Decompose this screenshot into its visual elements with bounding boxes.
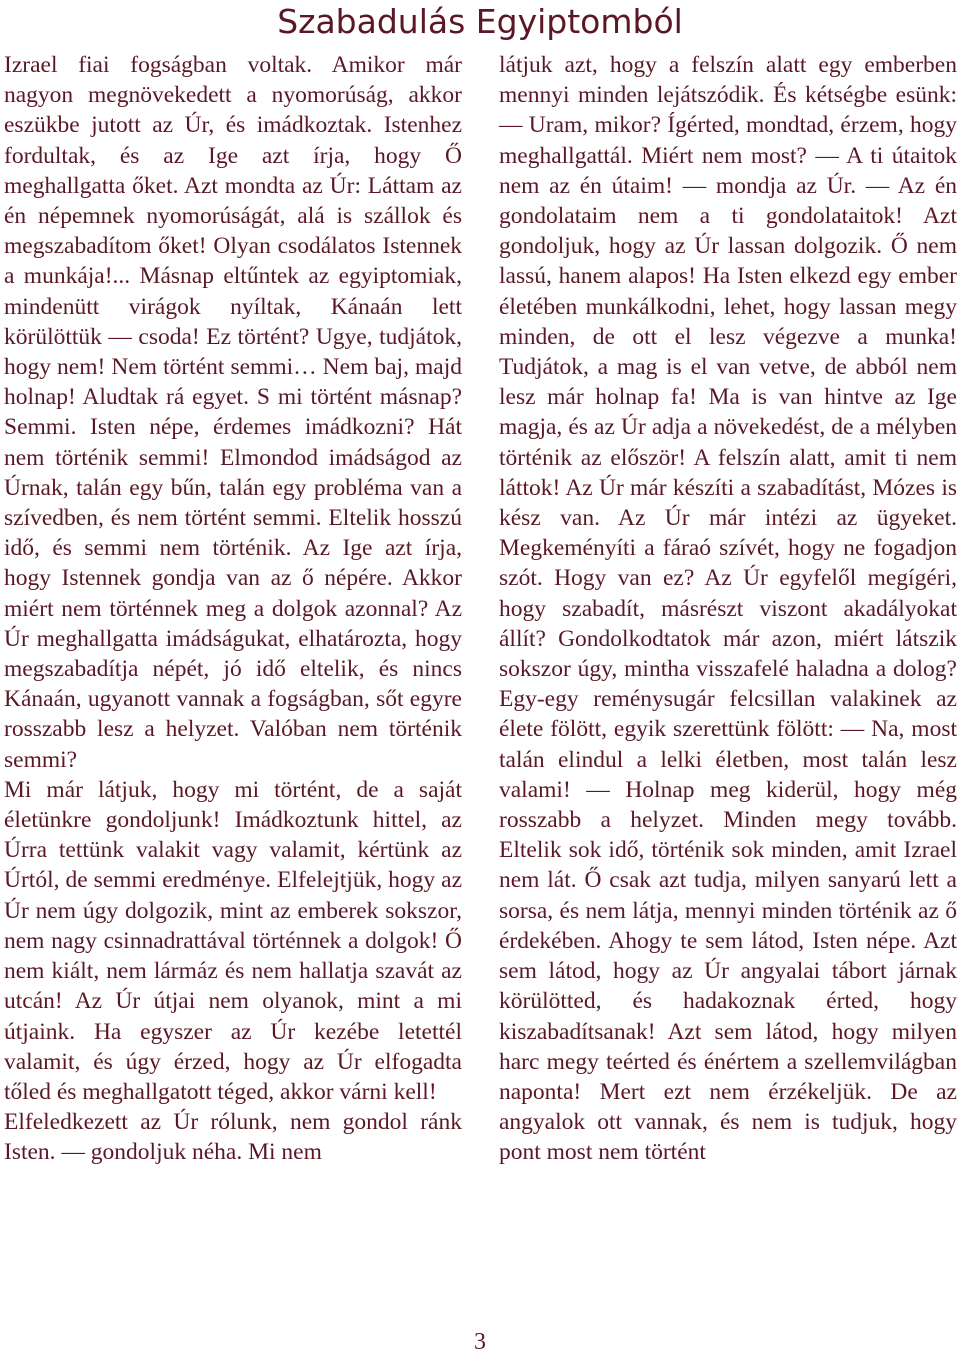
paragraph: Mi már látjuk, hogy mi történt, de a saját életünkre gondoljunk! Imádkoztunk hittel, az Úrra tettünk valakit vagy valamit, kértünk az Úrtól, de semmi eredménye. Elfelejtjük, hogy az Úr nem úgy dolgozik, mint az emberek sokszor, nem nagy csinnadrattával történnek a dolgok! Ő nem kiált, nem lármáz és nem hallatja szavát az utcán! Az Úr útjai nem olyanok, mint a mi útjaink. Ha egyszer az Úr kezébe letettél valamit, és úgy érzed, hogy az Úr elfogadta tőled és meghallgatott téged, akkor várni kell! bbox=[4, 776, 462, 1105]
right-column bbox=[499, 50, 957, 1168]
paragraph: látjuk azt, hogy a felszín alatt egy emberben mennyi minden lejátszódik. És kétségbe esünk: — Uram, mikor? Ígérted, mondtad, érzem, hogy meghallgattál. Miért nem most? — A ti útaitok nem az én útaim! — mondja az Úr. — Az én gondolataim nem a ti gondolataitok! Azt gondoljuk, hogy az Úr lassan dolgozik. Ő nem lassú, hanem alapos! Ha Isten elkezd egy ember életében munkálkodni, lehet, hogy lassan megy minden, de ott el lesz végezve a munka! Tudjátok, a mag is el van vetve, de abból nem lesz már holnap fa! Ma is van hintve az Ige magja, és az Úr adja a növekedést, de a mélyben történik az először! A felszín alatt, amit ti nem láttok! Az Úr már készíti a szabadítást, Mózes is kész van. Az Úr már intézi az ügyeket. Megkeményíti a fáraó szívét, hogy ne fogadjon szót. Hogy van ez? Az Úr egyfelől megígéri, hogy szabadít, másrészt viszont akadályokat állít? Gondolkodtatok már azon, miért látszik sokszor úgy, mintha visszafelé haladna a dolog? Egy-egy reménysugár felcsillan valakinek az élete fölött, egyik szerettünk fölött: — Na, most talán elindul a lelki életben, most talán lesz valami! — Holnap meg kiderül, hogy még rosszabb a helyzet. Minden megy tovább. Eltelik sok idő, történik sok minden, amit Izrael nem lát. Ő csak azt tudja, milyen sanyarú lett a sorsa, és nem látja, mennyi minden történik az ő érdekében. Ahogy te sem látod, Isten népe. Azt sem látod, hogy az Úr angyalai tábort járnak körülötted, és hadakoznak érted, hogy kiszabadítsanak! Azt sem látod, hogy milyen harc megy teérted és énértem a szellemvilágban naponta! Mert ezt nem érzékeljük. De az angyalok ott vannak, és nem is tudjuk, hogy pont most nem történt bbox=[499, 52, 957, 1166]
page-number: 3 bbox=[474, 1329, 486, 1355]
left-column bbox=[4, 50, 462, 1168]
paragraph: Izrael fiai fogságban voltak. Amikor már nagyon megnövekedett a nyomorúság, akkor eszükbe jutott az Úr, és imádkoztak. Istenhez fordultak, és az Ige azt írja, hogy Ő meghallgatta őket. Azt mondta az Úr: Láttam az én népemnek nyomorúságát, alá is szállok és megszabadítom őket! Olyan csodálatos Istennek a munkája!... Másnap eltűntek az egyiptomiak, mindenütt virágok nyíltak, Kánaán lett körülöttük — csoda! Ez történt? Ugye, tudjátok, hogy nem! Nem történt semmi… Nem baj, majd holnap! Aludtak rá egyet. S mi történt másnap? Semmi. Isten népe, érdemes imádkozni? Hát nem történik semmi! Elmondod imádságod az Úrnak, talán egy bűn, talán egy probléma van a szívedben, és nem történt semmi. Eltelik hosszú idő, és semmi nem történik. Az Ige azt írja, hogy Istennek gondja van az ő népére. Akkor miért nem történnek meg a dolgok azonnal? Az Úr meghallgatta imádságukat, elhatározta, hogy megszabadítja népét, jó idő eltelik, és nincs Kánaán, ugyanott vannak a fogságban, sőt egyre rosszabb lesz a helyzet. Valóban nem történik semmi? bbox=[4, 52, 462, 773]
paragraph: Elfeledkezett az Úr rólunk, nem gondol ránk Isten. — gondoljuk néha. Mi nem bbox=[4, 1109, 462, 1166]
page-title: Szabadulás Egyiptomból bbox=[277, 2, 683, 41]
